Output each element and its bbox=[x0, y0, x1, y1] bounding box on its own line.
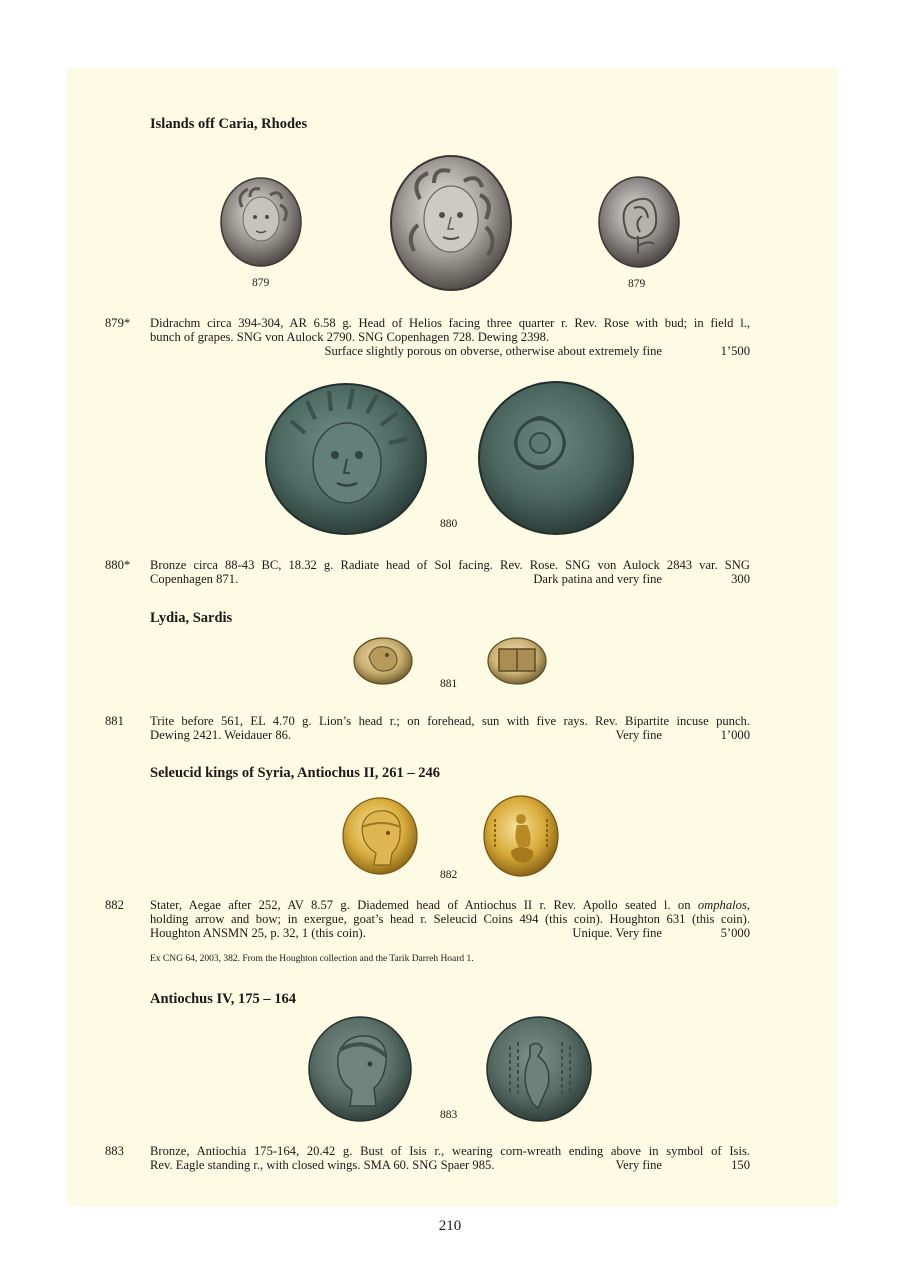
lot-condition: Very fine bbox=[615, 728, 662, 742]
coin-883-obverse bbox=[308, 1016, 412, 1123]
lot-price: 300 bbox=[731, 572, 750, 586]
lot-882 bbox=[105, 898, 755, 940]
lot-number: 880* bbox=[105, 558, 131, 572]
lot-880 bbox=[105, 558, 755, 586]
coin-879-obverse-small bbox=[220, 177, 302, 267]
coin-881-obverse bbox=[353, 637, 413, 685]
lot-description-line: Copenhagen 871. bbox=[150, 572, 239, 586]
section-heading-lydia: Lydia, Sardis bbox=[150, 610, 233, 626]
section-heading-antiochus-ii: Seleucid kings of Syria, Antiochus II, 261 – 246 bbox=[150, 765, 441, 781]
lot-condition: Dark patina and very fine bbox=[533, 572, 662, 586]
coin-880-obverse bbox=[265, 383, 427, 535]
coin-882-obverse bbox=[342, 797, 418, 875]
lot-text: , bbox=[746, 898, 750, 912]
lot-price: 1’500 bbox=[720, 344, 750, 358]
page-number: 210 bbox=[438, 1218, 462, 1234]
lot-description-line: bunch of grapes. SNG von Aulock 2790. SNG Copenhagen 728. Dewing 2398. bbox=[150, 330, 550, 344]
lot-description-line: Rev. Eagle standing r., with closed wings. SMA 60. SNG Spaer 985. bbox=[150, 1158, 495, 1172]
coin-883-reverse bbox=[486, 1016, 592, 1123]
lot-price: 5’000 bbox=[720, 926, 750, 940]
coin-caption: 882 bbox=[440, 869, 458, 881]
provenance-note: Ex CNG 64, 2003, 382. From the Houghton collection and the Tarik Darreh Hoard 1. bbox=[150, 954, 474, 964]
lot-text-italic: omphalos bbox=[697, 898, 747, 912]
coin-caption: 880 bbox=[440, 518, 458, 530]
lot-881 bbox=[105, 714, 755, 742]
coin-879-reverse bbox=[598, 176, 680, 269]
section-heading-rhodes: Islands off Caria, Rhodes bbox=[150, 116, 308, 132]
coin-caption: 883 bbox=[440, 1109, 458, 1121]
lot-description-line: Dewing 2421. Weidauer 86. bbox=[150, 728, 292, 742]
lot-number: 883 bbox=[105, 1144, 124, 1158]
coin-880-reverse bbox=[478, 381, 635, 536]
coin-879-obverse-large bbox=[390, 155, 512, 291]
lot-879 bbox=[105, 316, 755, 358]
lot-text: Stater, Aegae after 252, AV 8.57 g. Diademed head of Antiochus II r. Rev. Apollo seated l. on bbox=[150, 898, 698, 912]
lot-number: 881 bbox=[105, 714, 124, 728]
lot-condition: Very fine bbox=[615, 1158, 662, 1172]
coin-881-reverse bbox=[487, 637, 547, 685]
coin-caption: 879 bbox=[628, 278, 646, 290]
lot-883 bbox=[105, 1144, 755, 1172]
lot-description-line: Didrachm circa 394-304, AR 6.58 g. Head of Helios facing three quarter r. Rev. Rose with bud; in field l., bbox=[150, 316, 750, 330]
section-heading-antiochus-iv: Antiochus IV, 175 – 164 bbox=[150, 991, 296, 1007]
lot-description-line: holding arrow and bow; in exergue, goat’s head r. Seleucid Coins 494 (this coin). Houghton 631 (this coin). bbox=[150, 912, 750, 926]
lot-number: 882 bbox=[105, 898, 124, 912]
coin-caption: 881 bbox=[440, 678, 458, 690]
lot-description-line: Bronze circa 88-43 BC, 18.32 g. Radiate head of Sol facing. Rev. Rose. SNG von Aulock 2843 var. SNG bbox=[150, 558, 750, 572]
lot-price: 150 bbox=[731, 1158, 750, 1172]
lot-price: 1’000 bbox=[720, 728, 750, 742]
coin-882-reverse bbox=[483, 795, 559, 877]
lot-description-line bbox=[150, 898, 750, 912]
lot-description-line: Houghton ANSMN 25, p. 32, 1 (this coin). bbox=[150, 926, 366, 940]
lot-description-line: Bronze, Antiochia 175-164, 20.42 g. Bust of Isis r., wearing corn-wreath ending above in symbol of Isis. bbox=[150, 1144, 750, 1158]
lot-condition: Unique. Very fine bbox=[572, 926, 662, 940]
lot-condition: Surface slightly porous on obverse, otherwise about extremely fine bbox=[324, 344, 662, 358]
lot-number: 879* bbox=[105, 316, 131, 330]
lot-description-line: Trite before 561, EL 4.70 g. Lion’s head r.; on forehead, sun with five rays. Rev. Bipartite incuse punch. bbox=[150, 714, 750, 728]
coin-caption: 879 bbox=[252, 277, 270, 289]
